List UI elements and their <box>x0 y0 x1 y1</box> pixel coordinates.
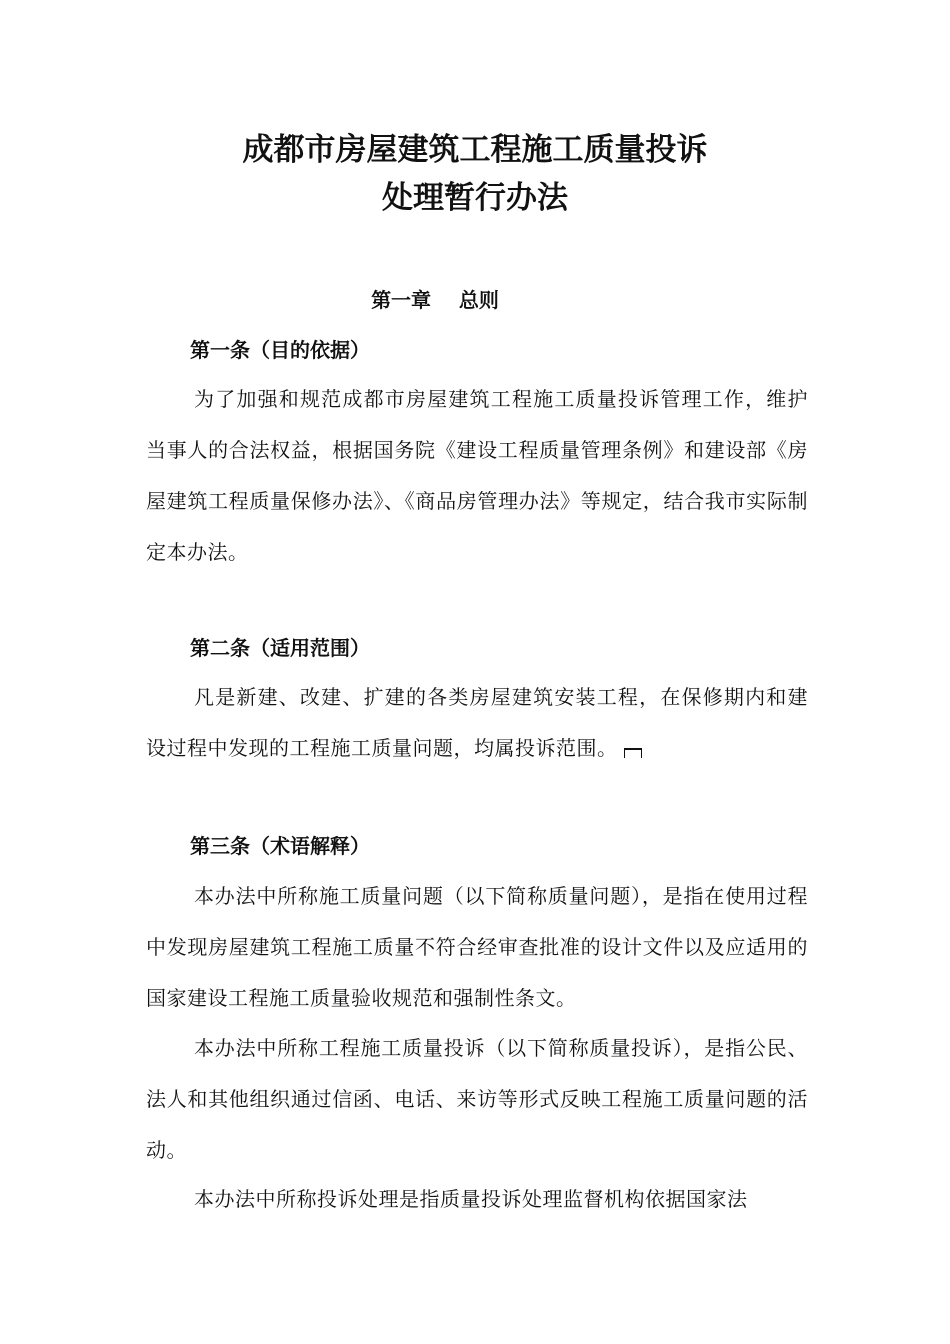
article-2-paragraph-1 <box>146 672 808 774</box>
article-1-heading: 第一条（目的依据） <box>190 338 370 362</box>
article-3-paragraph-3: 本办法中所称投诉处理是指质量投诉处理监督机构依据国家法 <box>194 1187 748 1211</box>
article-1-paragraph-1: 为了加强和规范成都市房屋建筑工程施工质量投诉管理工作，维护当事人的合法权益，根据国务院《建设工程质量管理条例》和建设部《房屋建筑工程质量保修办法》、《商品房管理办法》等规定，结合我市实际制定本办法。 <box>146 387 808 564</box>
article-3-paragraph-1: 本办法中所称施工质量问题（以下简称质量问题），是指在使用过程中发现房屋建筑工程施工质量不符合经审查批准的设计文件以及应适用的国家建设工程施工质量验收规范和强制性条文。 <box>146 884 808 1010</box>
document-title-line-2: 处理暂行办法 <box>382 180 568 216</box>
article-2-paragraph-1-text: 凡是新建、改建、扩建的各类房屋建筑安装工程，在保修期内和建设过程中发现的工程施工质量问题，均属投诉范围。 <box>146 685 808 760</box>
article-2-heading: 第二条（适用范围） <box>190 636 370 660</box>
chapter-heading <box>0 286 870 314</box>
article-3-heading: 第三条（术语解释） <box>190 834 370 858</box>
document-title-line-1: 成都市房屋建筑工程施工质量投诉 <box>242 132 708 168</box>
chapter-label: 第一章 <box>371 288 432 312</box>
article-3-paragraph-2: 本办法中所称工程施工质量投诉（以下简称质量投诉），是指公民、法人和其他组织通过信函、电话、来访等形式反映工程施工质量问题的活动。 <box>146 1036 808 1162</box>
chapter-name: 总则 <box>458 288 499 312</box>
text-cursor-mark <box>624 748 642 758</box>
